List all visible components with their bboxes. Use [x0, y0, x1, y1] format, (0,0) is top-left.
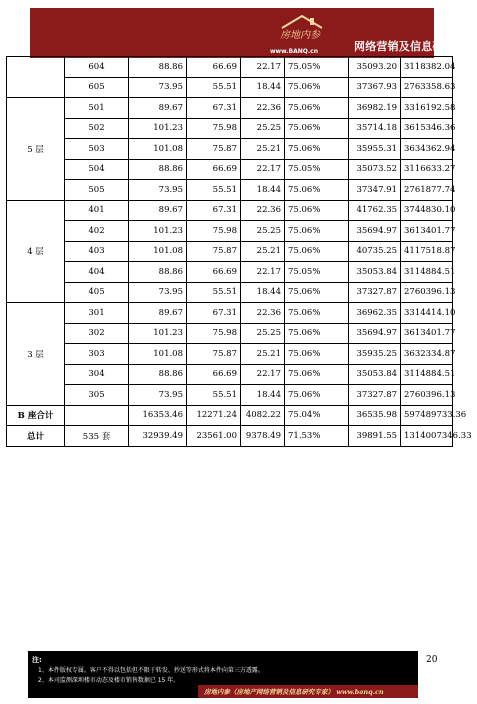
subtotal-ratio: 75.04% — [285, 405, 349, 426]
floor-label-cell: 5 层 — [7, 98, 65, 201]
floor-label-cell: 3 层 — [7, 303, 65, 406]
total-price-cell: 3634362.94 — [401, 139, 453, 160]
subtotal-inner-area: 12271.24 — [187, 405, 241, 426]
unit-cell: 504 — [65, 159, 129, 180]
page-number: 20 — [426, 655, 438, 665]
inner-area-cell: 55.51 — [187, 180, 241, 201]
grand-total-label: 总计 — [7, 426, 65, 447]
grand-total-inner-area: 23561.00 — [187, 426, 241, 447]
area-cell: 101.08 — [129, 241, 187, 262]
total-price-cell: 3118382.04 — [401, 57, 453, 78]
unit-cell: 305 — [65, 385, 129, 406]
total-price-cell: 3615346.36 — [401, 118, 453, 139]
ratio-cell: 75.06% — [285, 77, 349, 98]
total-price-cell: 3314414.10 — [401, 303, 453, 324]
inner-area-cell: 75.87 — [187, 241, 241, 262]
subtotal-area: 16353.46 — [129, 405, 187, 426]
shared-area-cell: 18.44 — [241, 77, 285, 98]
logo-text: 房地内参 — [280, 30, 320, 41]
inner-area-cell: 75.98 — [187, 118, 241, 139]
table-row — [7, 200, 453, 221]
unit-cell: 301 — [65, 303, 129, 324]
ratio-cell: 75.05% — [285, 159, 349, 180]
shared-area-cell: 25.25 — [241, 323, 285, 344]
unit-price-cell: 35694.97 — [349, 221, 401, 242]
area-cell: 73.95 — [129, 180, 187, 201]
footer-signature-bar — [198, 685, 418, 698]
unit-price-cell: 35935.25 — [349, 344, 401, 365]
inner-area-cell: 66.69 — [187, 57, 241, 78]
logo-url: www.BANQ.cn — [270, 48, 318, 55]
grand-total-ratio: 71.53% — [285, 426, 349, 447]
grand-total-area: 32939.49 — [129, 426, 187, 447]
total-price-cell: 2763358.63 — [401, 77, 453, 98]
unit-cell: 402 — [65, 221, 129, 242]
shared-area-cell: 22.36 — [241, 98, 285, 119]
inner-area-cell: 66.69 — [187, 364, 241, 385]
inner-area-cell: 55.51 — [187, 77, 241, 98]
area-cell: 88.86 — [129, 364, 187, 385]
unit-price-cell: 41762.35 — [349, 200, 401, 221]
table-row — [7, 57, 453, 78]
unit-price-cell: 35073.52 — [349, 159, 401, 180]
unit-price-cell: 37327.87 — [349, 385, 401, 406]
total-price-cell: 3316192.58 — [401, 98, 453, 119]
table-row — [7, 344, 453, 365]
ratio-cell: 75.06% — [285, 364, 349, 385]
inner-area-cell: 75.87 — [187, 344, 241, 365]
unit-cell: 605 — [65, 77, 129, 98]
shared-area-cell: 25.25 — [241, 221, 285, 242]
table-row — [7, 282, 453, 303]
subtotal-label: B 座合计 — [7, 405, 65, 426]
note-title: 注: — [32, 656, 42, 664]
total-price-cell: 3613401.77 — [401, 221, 453, 242]
subtotal-units — [65, 405, 129, 426]
shared-area-cell: 22.17 — [241, 57, 285, 78]
shared-area-cell: 22.36 — [241, 200, 285, 221]
area-cell: 89.67 — [129, 303, 187, 324]
inner-area-cell: 67.31 — [187, 303, 241, 324]
unit-cell: 303 — [65, 344, 129, 365]
ratio-cell: 75.06% — [285, 303, 349, 324]
inner-area-cell: 67.31 — [187, 98, 241, 119]
ratio-cell: 75.06% — [285, 118, 349, 139]
grand-total-row — [7, 426, 453, 447]
floor-label-cell: 4 层 — [7, 200, 65, 303]
inner-area-cell: 55.51 — [187, 385, 241, 406]
inner-area-cell: 75.87 — [187, 139, 241, 160]
area-cell: 73.95 — [129, 77, 187, 98]
table-row — [7, 159, 453, 180]
total-price-cell: 2761877.74 — [401, 180, 453, 201]
total-price-cell: 2760396.13 — [401, 282, 453, 303]
table-row — [7, 364, 453, 385]
unit-price-cell: 36982.19 — [349, 98, 401, 119]
unit-cell: 405 — [65, 282, 129, 303]
table-row — [7, 262, 453, 283]
table-row — [7, 385, 453, 406]
ratio-cell: 75.06% — [285, 241, 349, 262]
shared-area-cell: 18.44 — [241, 282, 285, 303]
inner-area-cell: 66.69 — [187, 159, 241, 180]
ratio-cell: 75.06% — [285, 385, 349, 406]
table-row — [7, 77, 453, 98]
ratio-cell: 75.06% — [285, 323, 349, 344]
unit-cell: 404 — [65, 262, 129, 283]
ratio-cell: 75.06% — [285, 282, 349, 303]
table-row — [7, 323, 453, 344]
inner-area-cell: 67.31 — [187, 200, 241, 221]
unit-price-cell: 35093.20 — [349, 57, 401, 78]
grand-total-total-price: 1314007346.33 — [401, 426, 453, 447]
unit-cell: 503 — [65, 139, 129, 160]
area-cell: 101.23 — [129, 118, 187, 139]
grand-total-shared-area: 9378.49 — [241, 426, 285, 447]
area-cell: 73.95 — [129, 385, 187, 406]
shared-area-cell: 25.21 — [241, 241, 285, 262]
area-cell: 88.86 — [129, 57, 187, 78]
unit-price-cell: 36962.35 — [349, 303, 401, 324]
shared-area-cell: 22.17 — [241, 364, 285, 385]
subtotal-total-price: 597489733.36 — [401, 405, 453, 426]
note-line-1: 1、本件版权专属。客户不得以包括但不限于转发、抄送等形式将本件向第三方透露。 — [38, 667, 264, 674]
unit-cell: 403 — [65, 241, 129, 262]
unit-price-cell: 35955.31 — [349, 139, 401, 160]
ratio-cell: 75.06% — [285, 344, 349, 365]
footer-signature: 房地内参（房地产网络营销及信息研究专家） www.banq.cn — [204, 688, 384, 696]
grand-total-units: 535 套 — [65, 426, 129, 447]
total-price-cell: 2760396.13 — [401, 385, 453, 406]
subtotal-row — [7, 405, 453, 426]
unit-price-cell: 35053.84 — [349, 364, 401, 385]
area-cell: 73.95 — [129, 282, 187, 303]
ratio-cell: 75.05% — [285, 262, 349, 283]
inner-area-cell: 75.98 — [187, 221, 241, 242]
unit-price-cell: 40735.25 — [349, 241, 401, 262]
unit-cell: 501 — [65, 98, 129, 119]
total-price-cell: 3116633.27 — [401, 159, 453, 180]
unit-cell: 302 — [65, 323, 129, 344]
ratio-cell: 75.06% — [285, 98, 349, 119]
table-row — [7, 98, 453, 119]
inner-area-cell: 75.98 — [187, 323, 241, 344]
shared-area-cell: 22.17 — [241, 262, 285, 283]
header-banner — [30, 8, 477, 58]
sales-data-table — [6, 56, 472, 447]
shared-area-cell: 22.36 — [241, 303, 285, 324]
unit-price-cell: 35053.84 — [349, 262, 401, 283]
table-row — [7, 139, 453, 160]
area-cell: 88.86 — [129, 262, 187, 283]
table-row — [7, 221, 453, 242]
ratio-cell: 75.05% — [285, 57, 349, 78]
table-row — [7, 241, 453, 262]
total-price-cell: 3744830.10 — [401, 200, 453, 221]
unit-cell: 505 — [65, 180, 129, 201]
table-row — [7, 303, 453, 324]
area-cell: 101.08 — [129, 344, 187, 365]
total-price-cell: 4117518.87 — [401, 241, 453, 262]
unit-cell: 304 — [65, 364, 129, 385]
shared-area-cell: 18.44 — [241, 180, 285, 201]
footer-notes — [28, 651, 418, 698]
unit-price-cell: 35694.97 — [349, 323, 401, 344]
total-price-cell: 3114884.51 — [401, 364, 453, 385]
total-price-cell: 3114884.51 — [401, 262, 453, 283]
ratio-cell: 75.06% — [285, 200, 349, 221]
area-cell: 89.67 — [129, 200, 187, 221]
unit-price-cell: 37327.87 — [349, 282, 401, 303]
area-cell: 101.08 — [129, 139, 187, 160]
area-cell: 89.67 — [129, 98, 187, 119]
shared-area-cell: 25.25 — [241, 118, 285, 139]
shared-area-cell: 22.17 — [241, 159, 285, 180]
shared-area-cell: 18.44 — [241, 385, 285, 406]
unit-cell: 401 — [65, 200, 129, 221]
area-cell: 101.23 — [129, 323, 187, 344]
unit-cell: 502 — [65, 118, 129, 139]
ratio-cell: 75.06% — [285, 180, 349, 201]
area-cell: 101.23 — [129, 221, 187, 242]
shared-area-cell: 25.21 — [241, 344, 285, 365]
ratio-cell: 75.06% — [285, 139, 349, 160]
table-row — [7, 118, 453, 139]
inner-area-cell: 66.69 — [187, 262, 241, 283]
floor-label-cell — [7, 57, 65, 98]
unit-cell: 604 — [65, 57, 129, 78]
total-price-cell: 3632334.87 — [401, 344, 453, 365]
shared-area-cell: 25.21 — [241, 139, 285, 160]
note-line-2: 2、本司监测深圳楼市动态及楼市销售数据已 15 年。 — [38, 677, 180, 684]
inner-area-cell: 55.51 — [187, 282, 241, 303]
unit-price-cell: 35714.18 — [349, 118, 401, 139]
area-cell: 88.86 — [129, 159, 187, 180]
ratio-cell: 75.06% — [285, 221, 349, 242]
header-tagline: 网络营销及信息研究专家 — [354, 40, 477, 53]
total-price-cell: 3613401.77 — [401, 323, 453, 344]
grand-total-unit-price: 39891.55 — [349, 426, 401, 447]
subtotal-shared-area: 4082.22 — [241, 405, 285, 426]
subtotal-unit-price: 36535.98 — [349, 405, 401, 426]
unit-price-cell: 37367.93 — [349, 77, 401, 98]
table-row — [7, 180, 453, 201]
unit-price-cell: 37347.91 — [349, 180, 401, 201]
